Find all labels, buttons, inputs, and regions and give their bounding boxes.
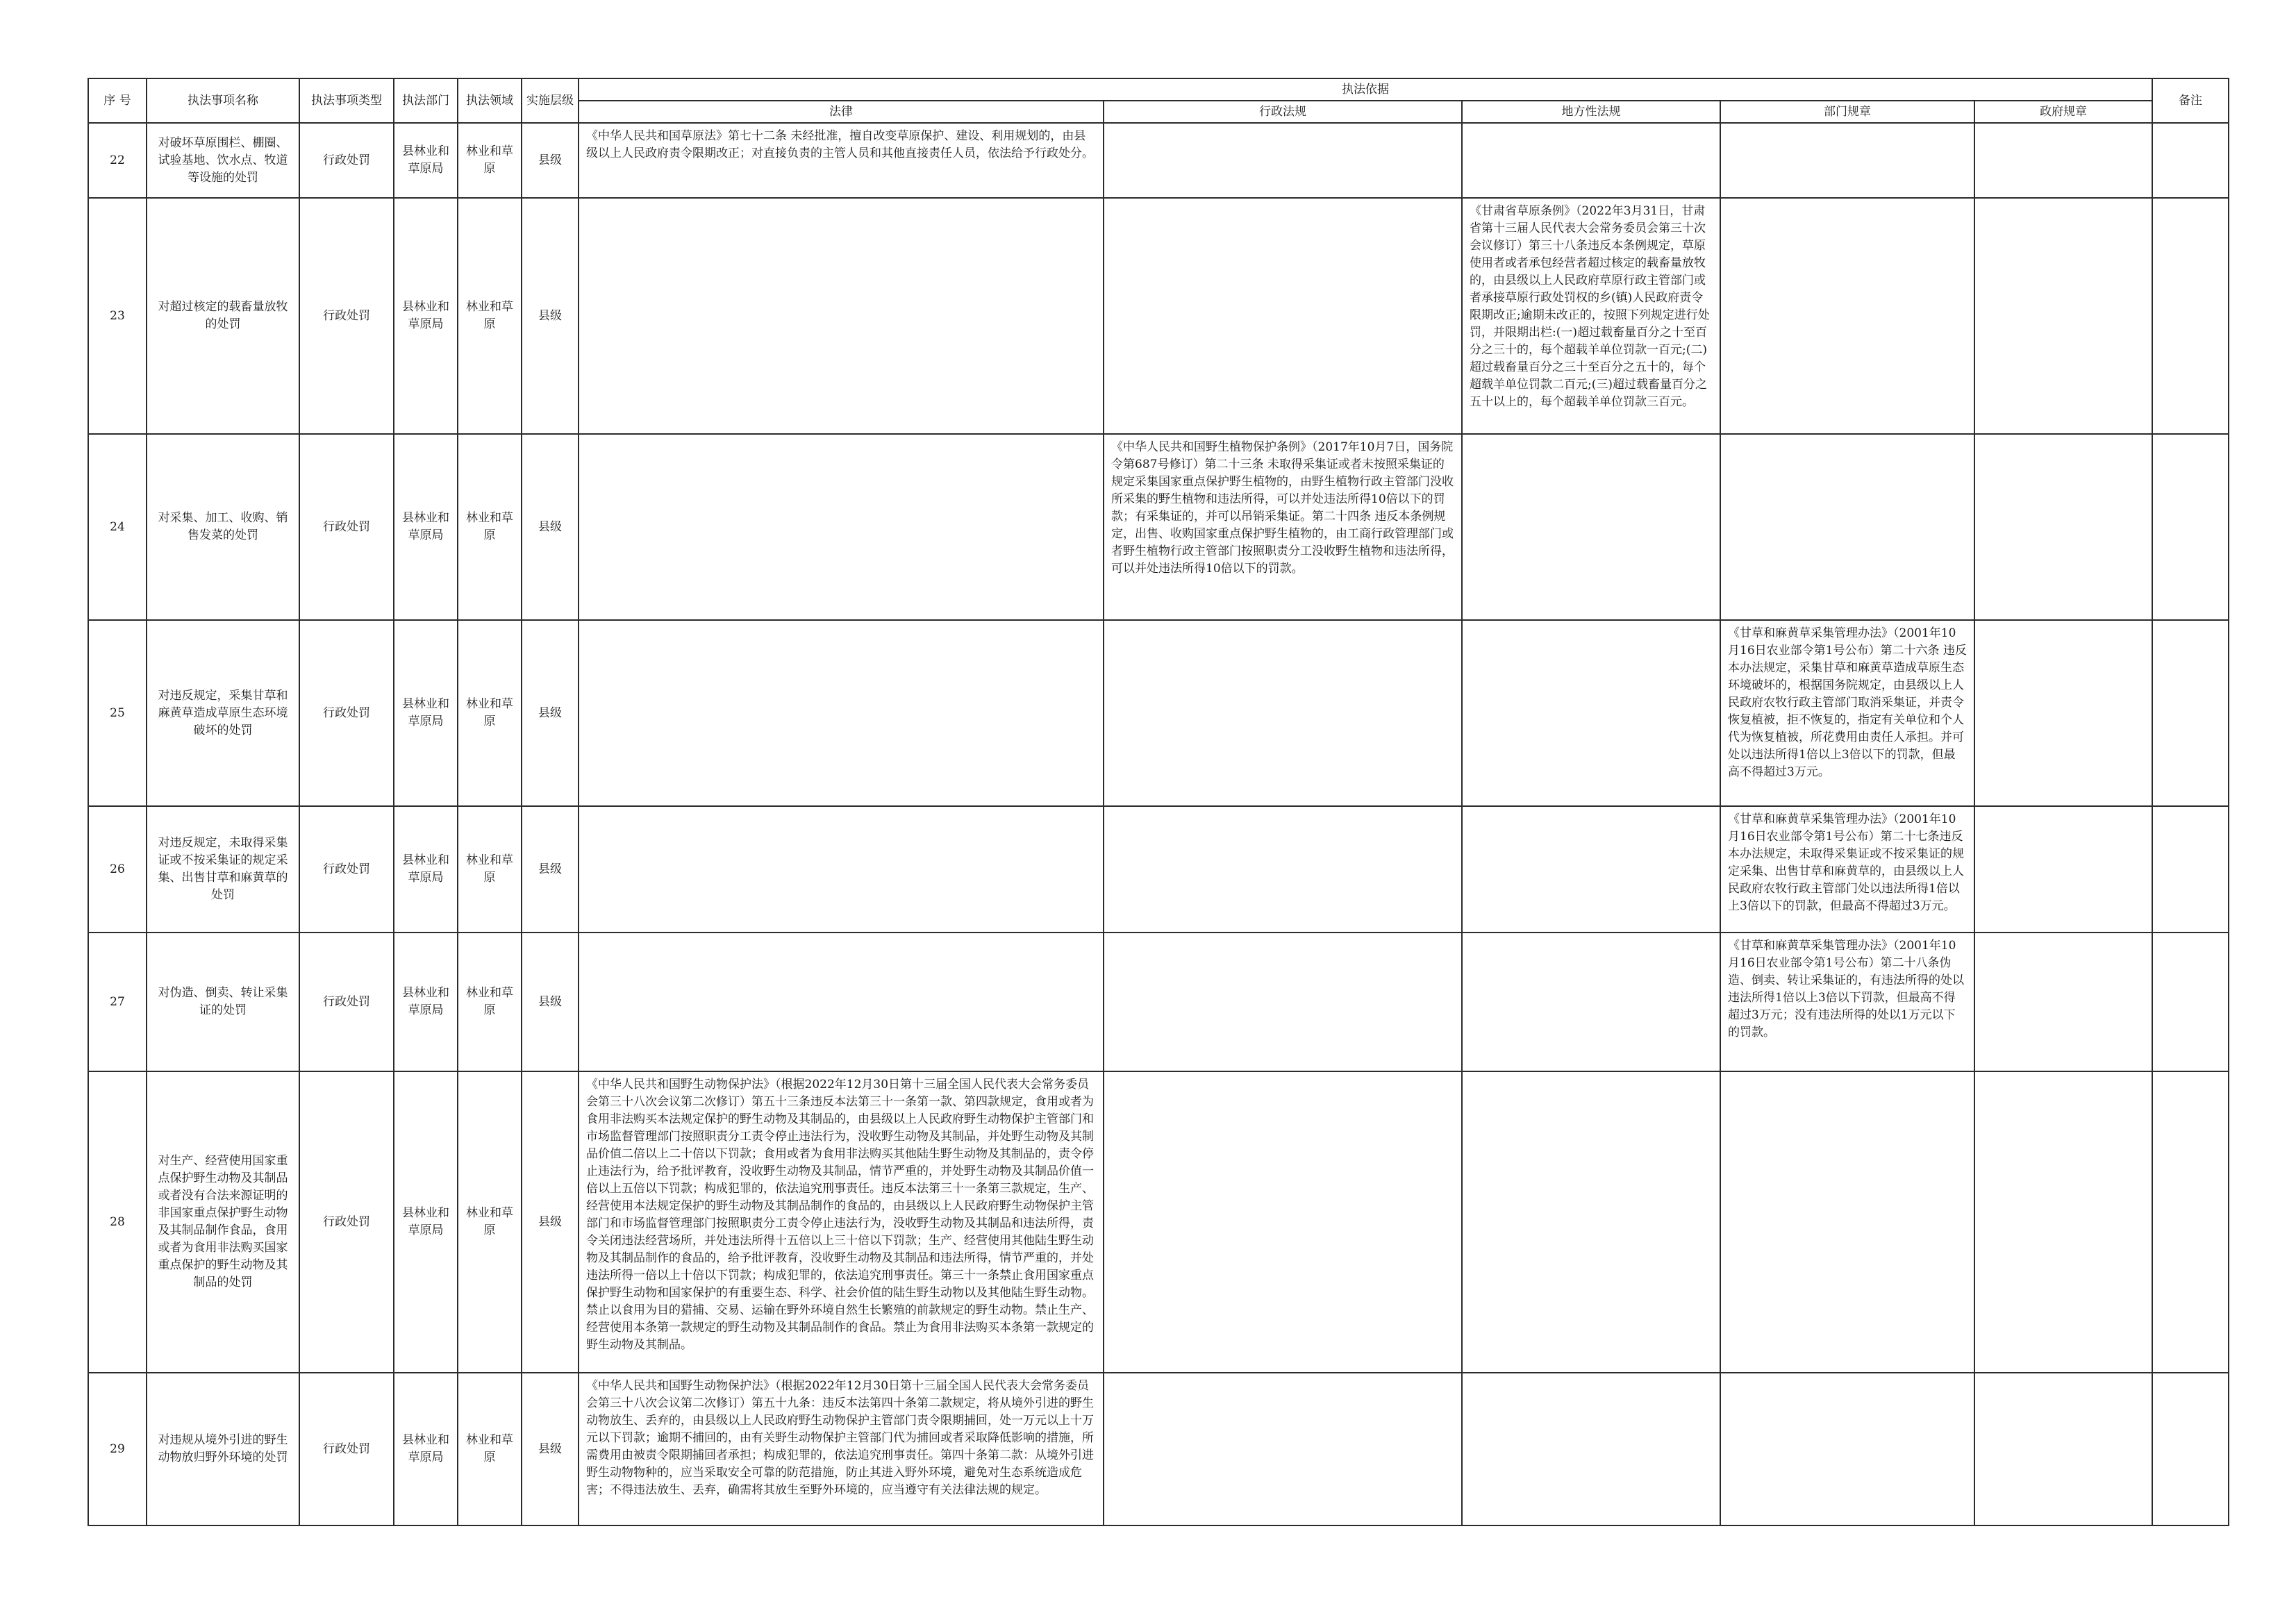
cell-dept-rule bbox=[1720, 1373, 1974, 1525]
cell-gov-rule bbox=[1974, 123, 2152, 198]
cell-remark bbox=[2152, 1071, 2229, 1373]
cell-no: 28 bbox=[88, 1071, 147, 1373]
cell-dept: 县林业和草原局 bbox=[394, 434, 458, 620]
cell-field: 林业和草原 bbox=[458, 434, 522, 620]
cell-dept: 县林业和草原局 bbox=[394, 620, 458, 806]
cell-dept-rule: 《甘草和麻黄草采集管理办法》（2001年10月16日农业部令第1号公布）第二十八条伪造、倒卖、转让采集证的，有违法所得的处以违法所得1倍以上3倍以下罚款，但最高不得超过3万元；没有违法所得的处以1万元以下的罚款。 bbox=[1720, 933, 1974, 1071]
cell-field: 林业和草原 bbox=[458, 198, 522, 434]
header-field: 执法领域 bbox=[458, 78, 522, 123]
cell-gov-rule bbox=[1974, 434, 2152, 620]
cell-type: 行政处罚 bbox=[299, 1373, 394, 1525]
cell-local-reg bbox=[1462, 123, 1720, 198]
cell-level: 县级 bbox=[522, 198, 579, 434]
cell-dept-rule bbox=[1720, 198, 1974, 434]
cell-local-reg bbox=[1462, 434, 1720, 620]
cell-type: 行政处罚 bbox=[299, 434, 394, 620]
cell-name: 对伪造、倒卖、转让采集证的处罚 bbox=[147, 933, 299, 1071]
cell-no: 23 bbox=[88, 198, 147, 434]
cell-law bbox=[579, 806, 1104, 933]
cell-law bbox=[579, 434, 1104, 620]
cell-level: 县级 bbox=[522, 806, 579, 933]
cell-field: 林业和草原 bbox=[458, 806, 522, 933]
cell-law: 《中华人民共和国野生动物保护法》（根据2022年12月30日第十三届全国人民代表大会常务委员会第三十八次会议第二次修订）第五十九条：违反本法第四十条第二款规定，将从境外引进的野生动物放生、丢弃的，由县级以上人民政府野生动物保护主管部门责令限期捕回，处一万元以上十万元以下罚款；逾期不捕回的，由有关野生动物保护主管部门代为捕回或者采取降低影响的措施，所需费用由被责令限期捕回者承担；构成犯罪的，依法追究刑事责任。第四十条第二款：从境外引进野生动物物种的，应当采取安全可靠的防范措施，防止其进入野外环境，避免对生态系统造成危害；不得违法放生、丢弃，确需将其放生至野外环境的，应当遵守有关法律法规的规定。 bbox=[579, 1373, 1104, 1525]
cell-remark bbox=[2152, 933, 2229, 1071]
header-dept-rule: 部门规章 bbox=[1720, 101, 1974, 123]
cell-level: 县级 bbox=[522, 123, 579, 198]
cell-no: 22 bbox=[88, 123, 147, 198]
cell-name: 对生产、经营使用国家重点保护野生动物及其制品或者没有合法来源证明的非国家重点保护野生动物及其制品制作食品，食用或者为食用非法购买国家重点保护的野生动物及其制品的处罚 bbox=[147, 1071, 299, 1373]
cell-dept-rule bbox=[1720, 1071, 1974, 1373]
cell-admin-reg bbox=[1104, 1373, 1462, 1525]
cell-field: 林业和草原 bbox=[458, 620, 522, 806]
cell-dept: 县林业和草原局 bbox=[394, 806, 458, 933]
cell-law bbox=[579, 198, 1104, 434]
cell-dept: 县林业和草原局 bbox=[394, 198, 458, 434]
cell-law: 《中华人民共和国野生动物保护法》（根据2022年12月30日第十三届全国人民代表大会常务委员会第三十八次会议第二次修订）第五十三条违反本法第三十一条第一款、第四款规定，食用或者为食用非法购买本法规定保护的野生动物及其制品的，由县级以上人民政府野生动物保护主管部门和市场监督管理部门按照职责分工责令停止违法行为，没收野生动物及其制品，并处野生动物及其制品价值二倍以上二十倍以下罚款；食用或者为食用非法购买其他陆生野生动物及其制品的，责令停止违法行为，给予批评教育，没收野生动物及其制品，情节严重的，并处野生动物及其制品价值一倍以上五倍以下罚款；构成犯罪的，依法追究刑事责任。违反本法第三十一条第三款规定，生产、经营使用本法规定保护的野生动物及其制品制作的食品的，由县级以上人民政府野生动物保护主管部门和市场监督管理部门按照职责分工责令停止违法行为，没收野生动物及其制品和违法所得，责令关闭违法经营场所，并处违法所得十五倍以上三十倍以下罚款；生产、经营使用其他陆生野生动物及其制品制作的食品的，给予批评教育，没收野生动物及其制品和违法所得，情节严重的，并处违法所得一倍以上十倍以下罚款；构成犯罪的，依法追究刑事责任。第三十一条禁止食用国家重点保护野生动物和国家保护的有重要生态、科学、社会价值的陆生野生动物以及其他陆生野生动物。禁止以食用为目的猎捕、交易、运输在野外环境自然生长繁殖的前款规定的野生动物。禁止生产、经营使用本条第一款规定的野生动物及其制品制作的食品。禁止为食用非法购买本条第一款规定的野生动物及其制品。 bbox=[579, 1071, 1104, 1373]
cell-local-reg bbox=[1462, 806, 1720, 933]
cell-local-reg: 《甘肃省草原条例》（2022年3月31日，甘肃省第十三届人民代表大会常务委员会第三十次会议修订）第三十八条违反本条例规定，草原使用者或者承包经营者超过核定的载畜量放牧的，由县级以上人民政府草原行政主管部门或者承接草原行政处罚权的乡(镇)人民政府责令限期改正;逾期未改正的，按照下列规定进行处罚，并限期出栏:(一)超过载畜量百分之十至百分之三十的，每个超载羊单位罚款一百元;(二)超过载畜量百分之三十至百分之五十的，每个超载羊单位罚款二百元;(三)超过载畜量百分之五十以上的，每个超载羊单位罚款三百元。 bbox=[1462, 198, 1720, 434]
cell-no: 24 bbox=[88, 434, 147, 620]
cell-remark bbox=[2152, 620, 2229, 806]
cell-name: 对违规从境外引进的野生动物放归野外环境的处罚 bbox=[147, 1373, 299, 1525]
table-row bbox=[88, 1373, 2229, 1525]
cell-dept: 县林业和草原局 bbox=[394, 1373, 458, 1525]
cell-gov-rule bbox=[1974, 933, 2152, 1071]
cell-level: 县级 bbox=[522, 620, 579, 806]
cell-admin-reg bbox=[1104, 806, 1462, 933]
cell-name: 对违反规定，未取得采集证或不按采集证的规定采集、出售甘草和麻黄草的处罚 bbox=[147, 806, 299, 933]
enforcement-basis-table bbox=[88, 78, 2229, 1526]
header-dept: 执法部门 bbox=[394, 78, 458, 123]
cell-law bbox=[579, 620, 1104, 806]
cell-gov-rule bbox=[1974, 806, 2152, 933]
cell-level: 县级 bbox=[522, 1071, 579, 1373]
cell-type: 行政处罚 bbox=[299, 198, 394, 434]
cell-type: 行政处罚 bbox=[299, 620, 394, 806]
cell-name: 对采集、加工、收购、销售发菜的处罚 bbox=[147, 434, 299, 620]
cell-level: 县级 bbox=[522, 1373, 579, 1525]
cell-admin-reg bbox=[1104, 620, 1462, 806]
header-item-name: 执法事项名称 bbox=[147, 78, 299, 123]
cell-field: 林业和草原 bbox=[458, 933, 522, 1071]
cell-dept-rule: 《甘草和麻黄草采集管理办法》（2001年10月16日农业部令第1号公布）第二十七条违反本办法规定，未取得采集证或不按采集证的规定采集、出售甘草和麻黄草的，由县级以上人民政府农牧行政主管部门处以违法所得1倍以上3倍以下的罚款，但最高不得超过3万元。 bbox=[1720, 806, 1974, 933]
table-row bbox=[88, 620, 2229, 806]
cell-field: 林业和草原 bbox=[458, 1373, 522, 1525]
header-seq: 序 号 bbox=[88, 78, 147, 123]
header-item-type: 执法事项类型 bbox=[299, 78, 394, 123]
cell-dept: 县林业和草原局 bbox=[394, 1071, 458, 1373]
cell-no: 26 bbox=[88, 806, 147, 933]
header-law: 法律 bbox=[579, 101, 1104, 123]
cell-name: 对违反规定，采集甘草和麻黄草造成草原生态环境破坏的处罚 bbox=[147, 620, 299, 806]
cell-name: 对超过核定的载畜量放牧的处罚 bbox=[147, 198, 299, 434]
header-row-1 bbox=[88, 78, 2229, 101]
table-row bbox=[88, 198, 2229, 434]
cell-no: 25 bbox=[88, 620, 147, 806]
cell-dept: 县林业和草原局 bbox=[394, 933, 458, 1071]
cell-local-reg bbox=[1462, 933, 1720, 1071]
table-row bbox=[88, 434, 2229, 620]
header-local-reg: 地方性法规 bbox=[1462, 101, 1720, 123]
cell-local-reg bbox=[1462, 620, 1720, 806]
header-admin-reg: 行政法规 bbox=[1104, 101, 1462, 123]
cell-admin-reg bbox=[1104, 1071, 1462, 1373]
cell-name: 对破坏草原围栏、棚圈、试验基地、饮水点、牧道等设施的处罚 bbox=[147, 123, 299, 198]
cell-dept-rule bbox=[1720, 123, 1974, 198]
header-basis-group: 执法依据 bbox=[579, 78, 2152, 101]
table-row bbox=[88, 1071, 2229, 1373]
table-row bbox=[88, 806, 2229, 933]
table-body bbox=[88, 123, 2229, 1525]
cell-admin-reg: 《中华人民共和国野生植物保护条例》（2017年10月7日，国务院令第687号修订）第二十三条 未取得采集证或者未按照采集证的规定采集国家重点保护野生植物的，由野生植物行政主管部门没收所采集的野生植物和违法所得，可以并处违法所得10倍以下的罚款；有采集证的，并可以吊销采集证。第二十四条 违反本条例规定，出售、收购国家重点保护野生植物的，由工商行政管理部门或者野生植物行政主管部门按照职责分工没收野生植物和违法所得，可以并处违法所得10倍以下的罚款。 bbox=[1104, 434, 1462, 620]
cell-dept-rule: 《甘草和麻黄草采集管理办法》（2001年10月16日农业部令第1号公布）第二十六条 违反本办法规定，采集甘草和麻黄草造成草原生态环境破坏的，根据国务院规定，由县级以上人民政府农牧行政主管部门取消采集证，并责令恢复植被，拒不恢复的，指定有关单位和个人代为恢复植被，所花费用由责任人承担。并可处以违法所得1倍以上3倍以下的罚款，但最高不得超过3万元。 bbox=[1720, 620, 1974, 806]
cell-local-reg bbox=[1462, 1071, 1720, 1373]
cell-remark bbox=[2152, 1373, 2229, 1525]
cell-remark bbox=[2152, 198, 2229, 434]
cell-level: 县级 bbox=[522, 434, 579, 620]
header-gov-rule: 政府规章 bbox=[1974, 101, 2152, 123]
cell-gov-rule bbox=[1974, 198, 2152, 434]
cell-type: 行政处罚 bbox=[299, 933, 394, 1071]
cell-level: 县级 bbox=[522, 933, 579, 1071]
cell-dept: 县林业和草原局 bbox=[394, 123, 458, 198]
cell-local-reg bbox=[1462, 1373, 1720, 1525]
cell-type: 行政处罚 bbox=[299, 1071, 394, 1373]
cell-type: 行政处罚 bbox=[299, 806, 394, 933]
cell-gov-rule bbox=[1974, 1373, 2152, 1525]
cell-type: 行政处罚 bbox=[299, 123, 394, 198]
table-row bbox=[88, 123, 2229, 198]
cell-gov-rule bbox=[1974, 1071, 2152, 1373]
cell-remark bbox=[2152, 123, 2229, 198]
cell-remark bbox=[2152, 434, 2229, 620]
cell-remark bbox=[2152, 806, 2229, 933]
cell-admin-reg bbox=[1104, 933, 1462, 1071]
table-row bbox=[88, 933, 2229, 1071]
header-remark: 备注 bbox=[2152, 78, 2229, 123]
cell-admin-reg bbox=[1104, 123, 1462, 198]
cell-field: 林业和草原 bbox=[458, 1071, 522, 1373]
cell-gov-rule bbox=[1974, 620, 2152, 806]
cell-dept-rule bbox=[1720, 434, 1974, 620]
cell-field: 林业和草原 bbox=[458, 123, 522, 198]
cell-law: 《中华人民共和国草原法》第七十二条 未经批准，擅自改变草原保护、建设、利用规划的，由县级以上人民政府责令限期改正；对直接负责的主管人员和其他直接责任人员，依法给予行政处分。 bbox=[579, 123, 1104, 198]
cell-admin-reg bbox=[1104, 198, 1462, 434]
cell-law bbox=[579, 933, 1104, 1071]
cell-no: 27 bbox=[88, 933, 147, 1071]
header-level: 实施层级 bbox=[522, 78, 579, 123]
cell-no: 29 bbox=[88, 1373, 147, 1525]
